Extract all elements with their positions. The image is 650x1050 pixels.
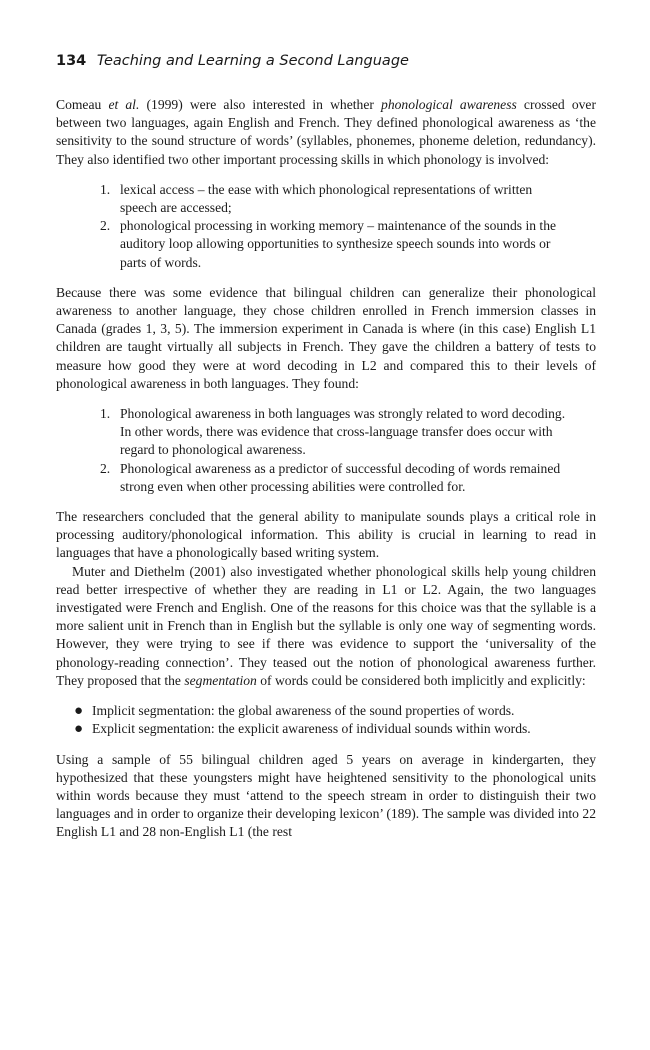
- page-body: [56, 96, 596, 842]
- list-item-text: phonological processing in working memory – maintenance of the sounds in the auditory loop allowing opportunities to synthesize speech sounds into words or parts of words.: [120, 218, 557, 270]
- list-item-text: Phonological awareness as a predictor of successful decoding of words remained strong even when other processing abilities were controlled for.: [120, 460, 561, 494]
- bullet-item: [74, 702, 568, 720]
- paragraph-text: Muter and Diethelm (2001) also investigated whether phonological skills help young children read better irrespective of whether they are reading in L1 or L2. Again, the two languages investigated were French and English. One of the reasons for this choice was that the syllable is a more salient unit in French than in English but the syllable is only one way of segmenting words. However, they were trying to see if there was evidence to support the ‘universality of the phonology-reading connection’. They teased out the notion of phonological awareness further. They proposed that the: [56, 563, 596, 688]
- findings-list: [56, 405, 596, 496]
- italic-term-segmentation: segmentation: [184, 672, 257, 688]
- list-item-text: Phonological awareness in both languages was strongly related to word decoding. In other words, there was evidence that cross-language transfer does occur with regard to phonological awareness.: [120, 406, 566, 458]
- list-number: 1.: [100, 406, 111, 422]
- bullet-item: [74, 720, 568, 738]
- list-number: 1.: [100, 181, 111, 197]
- list-item: [100, 460, 568, 496]
- bullet-icon: ●: [74, 703, 84, 720]
- segmentation-list: [56, 702, 596, 738]
- bullet-text: Explicit segmentation: the explicit awareness of individual sounds within words.: [92, 721, 531, 737]
- list-item: [100, 181, 568, 217]
- list-number: 2.: [100, 460, 111, 476]
- processing-skills-list: [56, 181, 596, 272]
- running-head: [56, 53, 409, 69]
- paragraph-text: Comeau: [56, 97, 109, 112]
- list-number: 2.: [100, 218, 111, 234]
- paragraph-text: of words could be considered both implicitly and explicitly:: [256, 672, 586, 688]
- page-number: 134: [56, 53, 87, 69]
- paragraph-sample: Using a sample of 55 bilingual children aged 5 years on average in kindergarten, they hypothesized that these youngsters might have heightened sensitivity to the phonological units within words because they must ‘attend to the speech stream in order to distinguish their two languages and in order to organize their developing lexicon’ (189). The sample was divided into 22 English L1 and 28 non-English L1 (the rest: [56, 751, 596, 840]
- italic-term-phonological-awareness: phonological awareness: [381, 97, 517, 112]
- paragraph-text: crossed over between two languages, again English and French. They defined phonological awareness as ‘the sensitivity to the sound structure of words’ (syllables, phonemes, phoneme deletion, redundancy). They also identified two other important processing skills in which phonology is involved:: [56, 97, 596, 167]
- bullet-text: Implicit segmentation: the global awareness of the sound properties of words.: [92, 703, 515, 719]
- list-item-text: lexical access – the ease with which phonological representations of written speech are accessed;: [120, 181, 533, 216]
- italic-et-al: et al.: [108, 97, 140, 112]
- paragraph-comeau: [56, 96, 596, 169]
- paragraph-text: (1999) were also interested in whether: [139, 97, 382, 112]
- list-item: [100, 217, 568, 272]
- bullet-icon: ●: [74, 721, 84, 738]
- paragraph-conclusion: The researchers concluded that the general ability to manipulate sounds plays a critical role in processing auditory/phonological information. This ability is crucial in learning to read in languages that have a phonologically based writing system.: [56, 509, 596, 561]
- list-item: [100, 405, 568, 460]
- paragraph-immersion: Because there was some evidence that bilingual children can generalize their phonological awareness to another language, they chose children enrolled in French immersion classes in Canada (grades 1, 3, 5). The immersion experiment in Canada is where (in this case) English L1 children are taught virtually all subjects in French. They gave the children a battery of tests to measure how good they were at word decoding in L2 and compared this to their levels of phonological awareness in both languages. They found:: [56, 284, 596, 391]
- paragraph-muter: [56, 563, 596, 690]
- book-title: Teaching and Learning a Second Language: [96, 53, 409, 69]
